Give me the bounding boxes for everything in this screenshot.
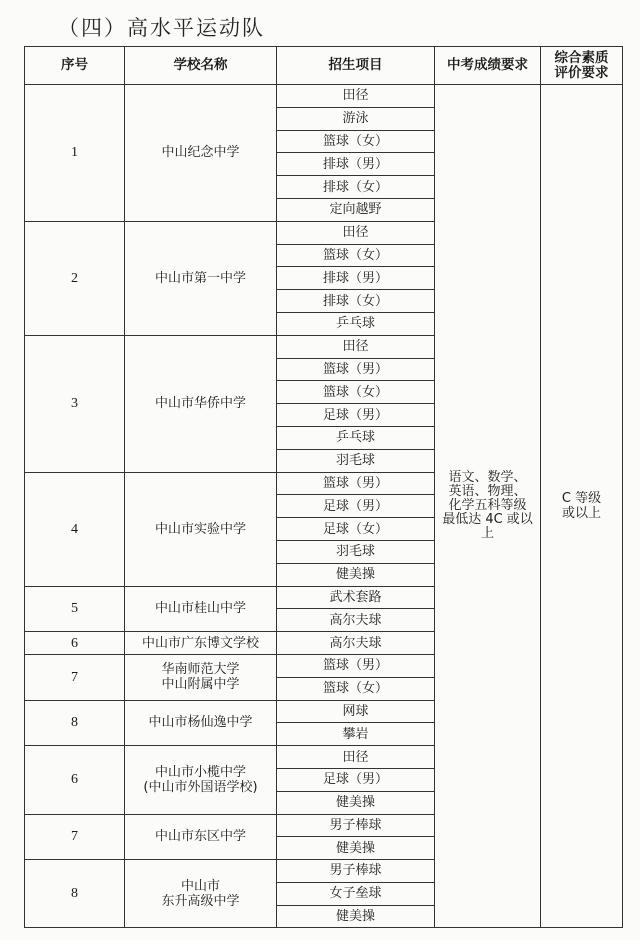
header-serial: 序号 (25, 47, 125, 85)
sport-item: 定向越野 (277, 198, 435, 221)
requirement-line: 最低达 4C 或以 (442, 512, 533, 528)
sport-item: 足球（男） (277, 404, 435, 427)
sport-item: 足球（男） (277, 495, 435, 518)
school-name (125, 221, 277, 335)
quality-line: 或以上 (561, 506, 601, 522)
school-name-line: 中山市华侨中学 (154, 396, 246, 412)
serial-number: 7 (25, 654, 125, 700)
sport-item: 篮球（男） (277, 472, 435, 495)
sport-item: 乒乓球 (277, 312, 435, 335)
school-name (125, 85, 277, 222)
sport-item: 足球（女） (277, 518, 435, 541)
school-name-line: 华南师范大学 (161, 662, 240, 678)
sport-item: 乒乓球 (277, 426, 435, 449)
sport-item: 排球（女） (277, 176, 435, 199)
requirement-line: 语文、数学、 (448, 470, 527, 486)
school-name-line: (中山市外国语学校) (143, 779, 258, 795)
school-name (125, 472, 277, 586)
sport-item: 篮球（女） (277, 677, 435, 700)
serial-number: 4 (25, 472, 125, 586)
school-name-line: 中山市广东博文学校 (141, 635, 259, 651)
serial-number: 5 (25, 586, 125, 632)
school-name-line: 中山市第一中学 (154, 270, 246, 286)
sport-item: 男子棒球 (277, 814, 435, 837)
serial-number: 6 (25, 746, 125, 814)
school-name (125, 814, 277, 860)
serial-number: 1 (25, 85, 125, 222)
sport-item: 男子棒球 (277, 860, 435, 883)
school-name-line: 中山附属中学 (161, 677, 240, 693)
sport-item: 田径 (277, 746, 435, 769)
quality-line: C 等级 (561, 491, 602, 507)
sport-item: 篮球（女） (277, 130, 435, 153)
requirement-line: 化学五科等级 (448, 498, 527, 514)
serial-number: 3 (25, 335, 125, 472)
sport-item: 排球（男） (277, 267, 435, 290)
sport-item: 健美操 (277, 905, 435, 928)
sport-item: 攀岩 (277, 723, 435, 746)
sport-item: 篮球（男） (277, 654, 435, 677)
section-title: （四）高水平运动队 (58, 16, 265, 40)
header-quality-line: 评价要求 (554, 64, 609, 81)
sport-item: 高尔夫球 (277, 609, 435, 632)
school-name-line: 中山纪念中学 (161, 145, 240, 161)
admissions-table (24, 46, 623, 928)
sport-item: 排球（女） (277, 290, 435, 313)
header-sport-item: 招生项目 (277, 47, 435, 85)
table-row (25, 85, 623, 108)
school-name-line: 中山市 (180, 878, 220, 894)
quality-evaluation-requirement (541, 85, 623, 928)
sport-item: 篮球（女） (277, 244, 435, 267)
sport-item: 足球（男） (277, 768, 435, 791)
school-name (125, 335, 277, 472)
requirement-line: 英语、物理、 (448, 484, 527, 500)
sport-item: 羽毛球 (277, 540, 435, 563)
sport-item: 健美操 (277, 563, 435, 586)
school-name-line: 中山市实验中学 (154, 521, 246, 537)
sport-item: 田径 (277, 335, 435, 358)
school-name-line: 中山市杨仙逸中学 (148, 715, 253, 731)
school-name-line: 中山市小榄中学 (154, 764, 246, 780)
serial-number: 8 (25, 700, 125, 746)
sport-item: 女子垒球 (277, 882, 435, 905)
exam-score-requirement (435, 85, 541, 928)
requirement-line: 上 (480, 526, 494, 542)
serial-number: 6 (25, 632, 125, 655)
school-name (125, 700, 277, 746)
school-name (125, 654, 277, 700)
header-school-name: 学校名称 (125, 47, 277, 85)
serial-number: 2 (25, 221, 125, 335)
header-exam-requirement: 中考成绩要求 (435, 47, 541, 85)
header-quality-requirement (541, 47, 623, 85)
serial-number: 8 (25, 860, 125, 928)
school-name (125, 746, 277, 814)
sport-item: 田径 (277, 221, 435, 244)
sport-item: 篮球（女） (277, 381, 435, 404)
school-name-line: 中山市桂山中学 (154, 601, 246, 617)
sport-item: 健美操 (277, 791, 435, 814)
school-name (125, 586, 277, 632)
sport-item: 高尔夫球 (277, 632, 435, 655)
school-name (125, 860, 277, 928)
serial-number: 7 (25, 814, 125, 860)
sport-item: 排球（男） (277, 153, 435, 176)
header-row (25, 47, 623, 85)
sport-item: 羽毛球 (277, 449, 435, 472)
sport-item: 武术套路 (277, 586, 435, 609)
sport-item: 游泳 (277, 107, 435, 130)
sport-item: 健美操 (277, 837, 435, 860)
school-name-line: 东升高级中学 (161, 893, 240, 909)
sport-item: 田径 (277, 85, 435, 108)
school-name-line: 中山市东区中学 (154, 829, 246, 845)
sport-item: 篮球（男） (277, 358, 435, 381)
school-name (125, 632, 277, 655)
sport-item: 网球 (277, 700, 435, 723)
header-quality-line: 综合素质 (554, 49, 609, 66)
